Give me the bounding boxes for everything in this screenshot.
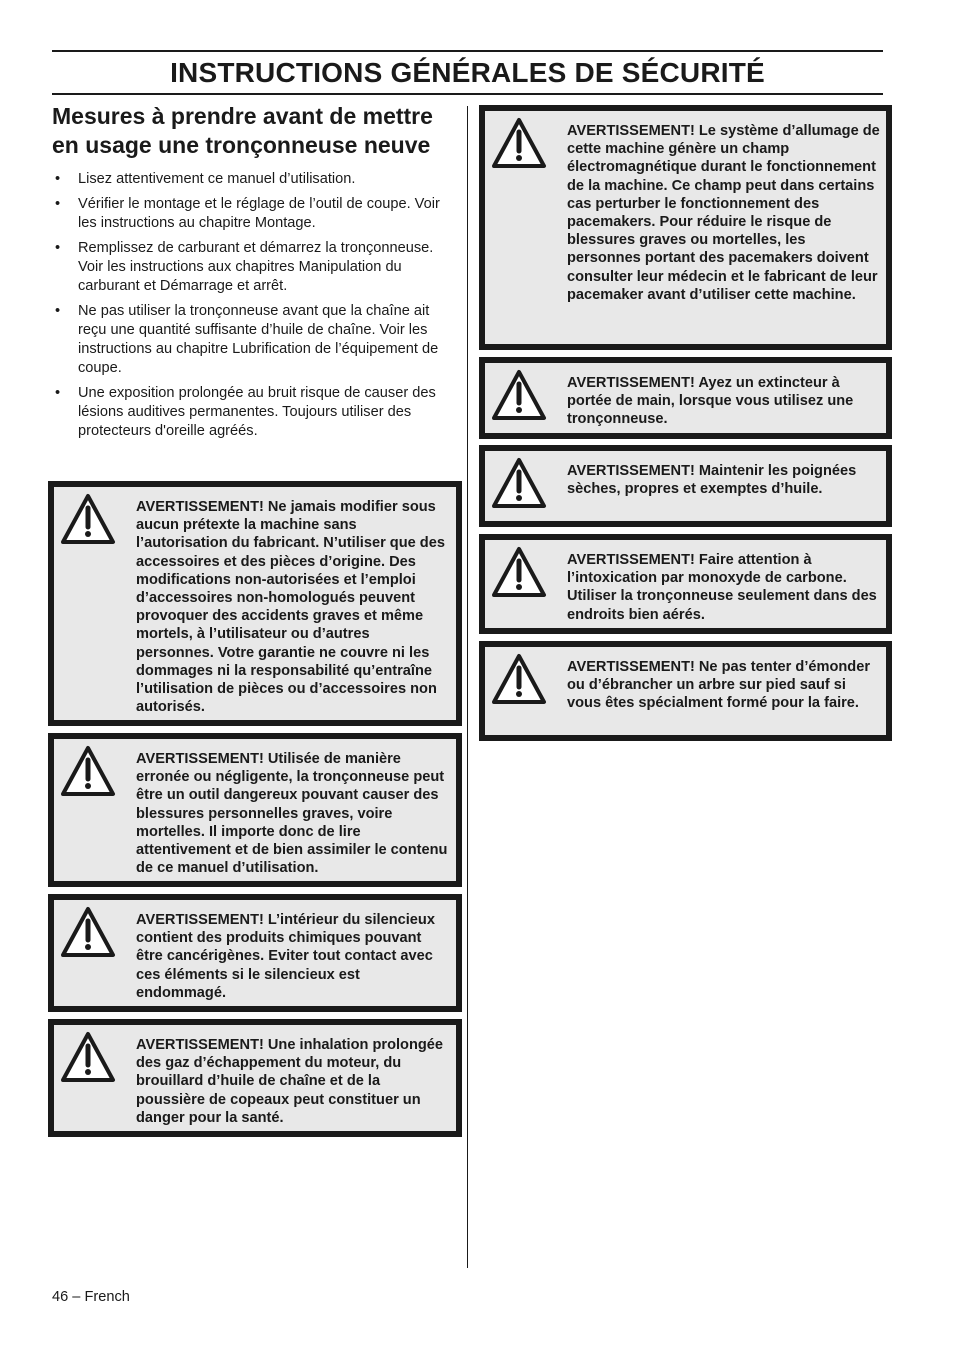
- warning-text: AVERTISSEMENT! Faire attention à l’intoxication par monoxyde de carbone. Utiliser la tronçonneuse seulement dans des endroits bien aérés.: [567, 552, 877, 623]
- warning-box: [48, 481, 462, 726]
- warning-box: [48, 894, 462, 1012]
- warning-triangle-icon: [491, 546, 547, 598]
- warning-text: AVERTISSEMENT! Une inhalation prolongée des gaz d’échappement du moteur, du brouillard d’huile de chaîne et de la poussière de copeaux peut constituer un danger pour la santé.: [136, 1037, 444, 1126]
- warning-box: [479, 534, 892, 634]
- warning-triangle-icon: [491, 117, 547, 169]
- section-title: Mesures à prendre avant de mettre en usage une tronçonneuse neuve: [52, 103, 433, 158]
- warning-box: [479, 445, 892, 527]
- warning-triangle-icon: [60, 745, 116, 797]
- warning-triangle-icon: [491, 457, 547, 509]
- list-item: • Une exposition prolongée au bruit risque de causer des lésions auditives permanentes. Toujours utiliser des protecteurs d'oreille agréés.: [55, 385, 436, 439]
- warning-triangle-icon: [60, 906, 116, 958]
- list-item: • Vérifier le montage et le réglage de l’outil de coupe. Voir les instructions au chapitre Montage.: [55, 196, 440, 231]
- warning-box: [479, 641, 892, 741]
- warning-text: AVERTISSEMENT! Ne pas tenter d’émonder ou d’ébrancher un arbre sur pied sauf si vous êtes spécialment formé pour la faire.: [567, 659, 871, 712]
- bullet-marker: •: [55, 196, 61, 212]
- list-item: • Ne pas utiliser la tronçonneuse avant que la chaîne ait reçu une quantité suffisante d’huile de chaîne. Voir les instructions au chapitre Lubrification de l’équipement de coupe.: [55, 303, 439, 376]
- page-title: INSTRUCTIONS GÉNÉRALES DE SÉCURITÉ: [170, 57, 765, 88]
- warning-triangle-icon: [60, 1031, 116, 1083]
- warning-box: [48, 733, 462, 887]
- warning-text: AVERTISSEMENT! Maintenir les poignées sèches, propres et exemptes d’huile.: [567, 463, 857, 498]
- header-rule-top: [52, 50, 883, 52]
- bullet-marker: •: [55, 303, 61, 319]
- bullet-marker: •: [55, 240, 61, 256]
- warning-triangle-icon: [491, 369, 547, 421]
- bullet-list: [52, 170, 452, 441]
- page-footer: 46 – French: [52, 1289, 130, 1305]
- warning-triangle-icon: [491, 653, 547, 705]
- warning-text: AVERTISSEMENT! Utilisée de manière erronée ou négligente, la tronçonneuse peut être un outil dangereux pouvant causer des blessures personnelles graves, voire mortelles. Il importe donc de lire attentivement et de bien assimiler le contenu de ce manuel d’utilisation.: [136, 751, 448, 877]
- warning-box: [479, 105, 892, 350]
- header-rule-bottom: [52, 93, 883, 95]
- left-column: [52, 100, 452, 447]
- bullet-marker: •: [55, 171, 61, 187]
- warning-box: [479, 357, 892, 439]
- list-item: • Lisez attentivement ce manuel d’utilisation.: [55, 171, 356, 187]
- warning-box: [48, 1019, 462, 1137]
- bullet-marker: •: [55, 385, 61, 401]
- column-divider: [467, 106, 468, 1268]
- warning-text: AVERTISSEMENT! L’intérieur du silencieux contient des produits chimiques pouvant être cancérigènes. Eviter tout contact avec ces éléments si le silencieux est endommagé.: [136, 912, 435, 1001]
- warning-triangle-icon: [60, 493, 116, 545]
- warning-text: AVERTISSEMENT! Le système d’allumage de cette machine génère un champ électromagnétique durant le fonctionnement de la machine. Ce champ peut dans certains cas perturber le fonctionnement des pacemakers. Pour réduire le risque de blessures graves ou mortelles, les personnes portant des pacemakers doivent consulter leur médecin et le fabricant de leur pacemaker avant d’utiliser cette machine.: [567, 123, 880, 303]
- list-item: • Remplissez de carburant et démarrez la tronçonneuse. Voir les instructions aux chapitres Manipulation du carburant et Démarrage et arrêt.: [55, 240, 434, 294]
- warning-text: AVERTISSEMENT! Ayez un extincteur à portée de main, lorsque vous utilisez une tronçonneuse.: [567, 375, 854, 428]
- warning-text: AVERTISSEMENT! Ne jamais modifier sous aucun prétexte la machine sans l’autorisation du fabricant. N’utiliser que des accessoires et des pièces d’origine. Des modifications non-autorisées et l’emploi d’accessoires non-homologués peuvent provoquer des accidents graves et même mortels, à l’utilisateur ou d’autres personnes. Votre garantie ne couvre ni les dommages ni la responsabilité qu’entraîne l’utilisation de pièces ou d’accessoires non autorisés.: [136, 499, 445, 716]
